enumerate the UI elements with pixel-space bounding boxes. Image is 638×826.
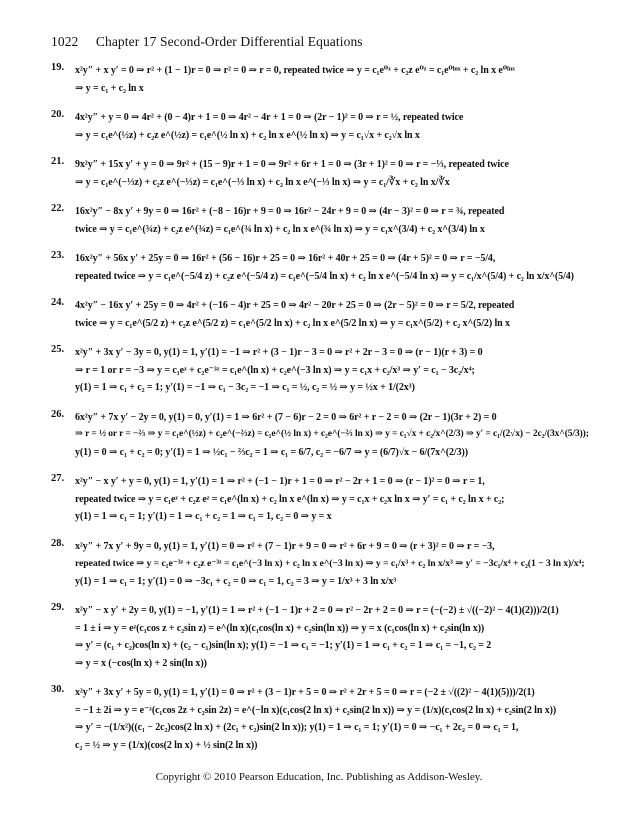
problem-26: [51, 409, 596, 462]
solution-line: 9x²y″ + 15x y′ + y = 0 ⇒ 9r² + (15 − 9)r + 1 = 0 ⇒ 9r² + 6r + 1 = 0 ⇒ (3r + 1)² = 0 ⇒ r = −⅓, repeated twice: [75, 159, 509, 170]
chapter-title: Chapter 17 Second-Order Differential Equations: [95, 34, 363, 49]
problem-number: 27.: [51, 473, 65, 484]
problem-23: [51, 250, 596, 285]
solution-line: 16x²y″ − 8x y′ + 9y = 0 ⇒ 16r² + (−8 − 16)r + 9 = 0 ⇒ 16r² − 24r + 9 = 0 ⇒ (4r − 3)² = 0 ⇒ r = ¾, repeated: [75, 206, 505, 217]
problem-number: 19.: [51, 62, 65, 73]
problem-22: [51, 203, 596, 238]
problem-number: 30.: [51, 684, 65, 695]
problem-number: 22.: [51, 203, 65, 214]
solution-line: 4x²y″ − 16x y′ + 25y = 0 ⇒ 4r² + (−16 − 4)r + 25 = 0 ⇒ 4r² − 20r + 25 = 0 ⇒ (2r − 5)² = 0 ⇒ r = 5/2, repeated: [75, 300, 515, 311]
solution-line: y(1) = 1 ⇒ c₁ + c₂ = 1; y′(1) = −1 ⇒ c₁ − 3c₂ = −1 ⇒ c₁ = ½, c₂ = ½ ⇒ y = ½x + 1/(2x³): [75, 382, 415, 393]
solution-line: repeated twice ⇒ y = c₁e⁻³ᶻ + c₂z e⁻³ᶻ = c₁e^(−3 ln x) + c₂ ln x e^(−3 ln x) ⇒ y = c₁/x³ + c₂ ln x/x³ ⇒ y′ = −3c₁/x⁴ + c₂(1 − 3 ln x)/x⁴;: [75, 558, 585, 569]
solution-line: repeated twice ⇒ y = c₁e^(−5/4 z) + c₂z e^(−5/4 z) = c₁e^(−5/4 ln x) + c₂ ln x e^(−5/4 ln x) ⇒ y = c₁/x^(5/4) + c₂ ln x/x^(5/4): [75, 270, 574, 282]
problem-number: 25.: [51, 344, 65, 355]
solution-line: ⇒ y = x (−cos(ln x) + 2 sin(ln x)): [75, 657, 207, 669]
solution-line: ⇒ r = ½ or r = −⅔ ⇒ y = c₁e^(½z) + c₂e^(−⅔z) = c₁e^(½ ln x) + c₂e^(−⅔ ln x) ⇒ y = c₁√x + c₂/x^(2/3) ⇒ y′ = c₁/(2√x) − 2c₂/(3x^(5/3));: [75, 429, 589, 439]
solution-line: x²y″ + x y′ = 0 ⇒ r² + (1 − 1)r = 0 ⇒ r² = 0 ⇒ r = 0, repeated twice ⇒ y = c₁e⁰ᶻ + c₂z e⁰ᶻ = c₁e⁰ˡⁿˣ + c₂ ln x e⁰ˡⁿˣ: [75, 65, 515, 76]
solution-line: x²y″ + 3x y′ − 3y = 0, y(1) = 1, y′(1) = −1 ⇒ r² + (3 − 1)r − 3 = 0 ⇒ r² + 2r − 3 = 0 ⇒ (r − 1)(r + 3) = 0: [75, 347, 483, 358]
page-header: [51, 34, 591, 50]
solution-line: ⇒ y′ = (c₁ + c₂)cos(ln x) + (c₂ − c₁)sin(ln x); y(1) = −1 ⇒ c₁ = −1; y′(1) = 1 ⇒ c₁ + c₂ = 1 ⇒ c₁ = −1, c₂ = 2: [75, 640, 492, 651]
problem-25: [51, 344, 596, 397]
problem-number: 21.: [51, 156, 65, 167]
problem-24: [51, 297, 596, 332]
solution-line: 4x²y″ + y = 0 ⇒ 4r² + (0 − 4)r + 1 = 0 ⇒ 4r² − 4r + 1 = 0 ⇒ (2r − 1)² = 0 ⇒ r = ½, repeated twice: [75, 112, 464, 123]
problem-27: [51, 473, 596, 526]
problem-21: [51, 156, 596, 191]
solution-line: y(1) = 1 ⇒ c₁ = 1; y′(1) = 0 ⇒ −3c₁ + c₂ = 0 ⇒ c₁ = 1, c₂ = 3 ⇒ y = 1/x³ + 3 ln x/x³: [75, 575, 397, 587]
problem-20: [51, 109, 596, 144]
solution-line: ⇒ y′ = −(1/x²)((c₁ − 2c₂)cos(2 ln x) + (2c₁ + c₂)sin(2 ln x)); y(1) = 1 ⇒ c₁ = 1; y′(1) = 0 ⇒ −c₁ + 2c₂ = 0 ⇒ c₁ = 1,: [75, 722, 519, 733]
solution-line: ⇒ r = 1 or r = −3 ⇒ y = c₁eᶻ + c₂e⁻³ᶻ = c₁e^(ln x) + c₂e^(−3 ln x) ⇒ y = c₁x + c₂/x³ ⇒ y′ = c₁ − 3c₂/x⁴;: [75, 364, 475, 376]
problem-number: 29.: [51, 602, 65, 613]
solution-line: twice ⇒ y = c₁e^(¾z) + c₂z e^(¾z) = c₁e^(¾ ln x) + c₂ ln x e^(¾ ln x) ⇒ y = c₁x^(3/4) + c₂ x^(3/4) ln x: [75, 223, 485, 235]
problem-19: [51, 62, 596, 97]
problem-number: 26.: [51, 408, 65, 420]
solution-line: ⇒ y = c₁e^(½z) + c₂z e^(½z) = c₁e^(½ ln x) + c₂ ln x e^(½ ln x) ⇒ y = c₁√x + c₂√x ln x: [75, 129, 420, 141]
solution-line: c₂ = ½ ⇒ y = (1/x)(cos(2 ln x) + ½ sin(2 ln x)): [75, 739, 258, 751]
problem-number: 28.: [51, 537, 65, 549]
solution-line: = −1 ± 2i ⇒ y = e⁻ᶻ(c₁cos 2z + c₂sin 2z) = e^(−ln x)(c₁cos(2 ln x) + c₂sin(2 ln x)) ⇒ y = (1/x)(c₁cos(2 ln x) + c₂sin(2 ln x)): [75, 704, 557, 716]
problem-30: [51, 684, 596, 754]
problem-number: 23.: [51, 250, 65, 261]
problem-28: [51, 538, 596, 591]
solution-line: y(1) = 0 ⇒ c₁ + c₂ = 0; y′(1) = 1 ⇒ ½c₁ − ⅔c₂ = 1 ⇒ c₁ = 6/7, c₂ = −6/7 ⇒ y = (6/7)√x − 6/(7x^(2/3)): [75, 446, 468, 458]
problem-number: 24.: [51, 297, 65, 308]
solution-line: 16x²y″ + 56x y′ + 25y = 0 ⇒ 16r² + (56 − 16)r + 25 = 0 ⇒ 16r² + 40r + 25 = 0 ⇒ (4r + 5)² = 0 ⇒ r = −5/4,: [75, 253, 496, 264]
solution-line: = 1 ± i ⇒ y = eᶻ(c₁cos z + c₂sin z) = e^(ln x)(c₁cos(ln x) + c₂sin(ln x)) ⇒ y = x (c₁cos(ln x) + c₂sin(ln x)): [75, 622, 485, 634]
copyright-footer: Copyright © 2010 Pearson Education, Inc. Publishing as Addison-Wesley.: [155, 771, 483, 783]
solution-line: repeated twice ⇒ y = c₁eᶻ + c₂z eᶻ = c₁e^(ln x) + c₂ ln x e^(ln x) ⇒ y = c₁x + c₂x ln x ⇒ y′ = c₁ + c₂ ln x + c₂;: [75, 493, 505, 505]
solution-line: ⇒ y = c₁ + c₂ ln x: [75, 82, 144, 94]
solution-line: y(1) = 1 ⇒ c₁ = 1; y′(1) = 1 ⇒ c₁ + c₂ = 1 ⇒ c₁ = 1, c₂ = 0 ⇒ y = x: [75, 511, 332, 522]
solution-line: x²y″ − x y′ + y = 0, y(1) = 1, y′(1) = 1 ⇒ r² + (−1 − 1)r + 1 = 0 ⇒ r² − 2r + 1 = 0 ⇒ (r − 1)² = 0 ⇒ r = 1,: [75, 476, 485, 487]
problem-list: [51, 62, 596, 754]
solution-line: x²y″ + 3x y′ + 5y = 0, y(1) = 1, y′(1) = 0 ⇒ r² + (3 − 1)r + 5 = 0 ⇒ r² + 2r + 5 = 0 ⇒ r = (−2 ± √((2)² − 4(1)(5)))/2(1): [75, 687, 535, 698]
problem-number: 20.: [51, 109, 65, 120]
solution-line: 6x²y″ + 7x y′ − 2y = 0, y(1) = 0, y′(1) = 1 ⇒ 6r² + (7 − 6)r − 2 = 0 ⇒ 6r² + r − 2 = 0 ⇒ (2r − 1)(3r + 2) = 0: [75, 411, 497, 423]
problem-29: [51, 602, 596, 672]
solution-line: x²y″ − x y′ + 2y = 0, y(1) = −1, y′(1) = 1 ⇒ r² + (−1 − 1)r + 2 = 0 ⇒ r² − 2r + 2 = 0 ⇒ r = (−(−2) ± √((−2)² − 4(1)(2)))/2(1): [75, 605, 559, 616]
solution-line: x²y″ + 7x y′ + 9y = 0, y(1) = 1, y′(1) = 0 ⇒ r² + (7 − 1)r + 9 = 0 ⇒ r² + 6r + 9 = 0 ⇒ (r + 3)² = 0 ⇒ r = −3,: [75, 540, 495, 552]
solution-line: ⇒ y = c₁e^(−⅓z) + c₂z e^(−⅓z) = c₁e^(−⅓ ln x) + c₂ ln x e^(−⅓ ln x) ⇒ y = c₁/∛x + c₂ ln x/∛x: [75, 176, 450, 188]
page-number: 1022: [51, 34, 79, 49]
solution-line: twice ⇒ y = c₁e^(5/2 z) + c₂z e^(5/2 z) = c₁e^(5/2 ln x) + c₂ ln x e^(5/2 ln x) ⇒ y = c₁x^(5/2) + c₂ x^(5/2) ln x: [75, 317, 510, 329]
